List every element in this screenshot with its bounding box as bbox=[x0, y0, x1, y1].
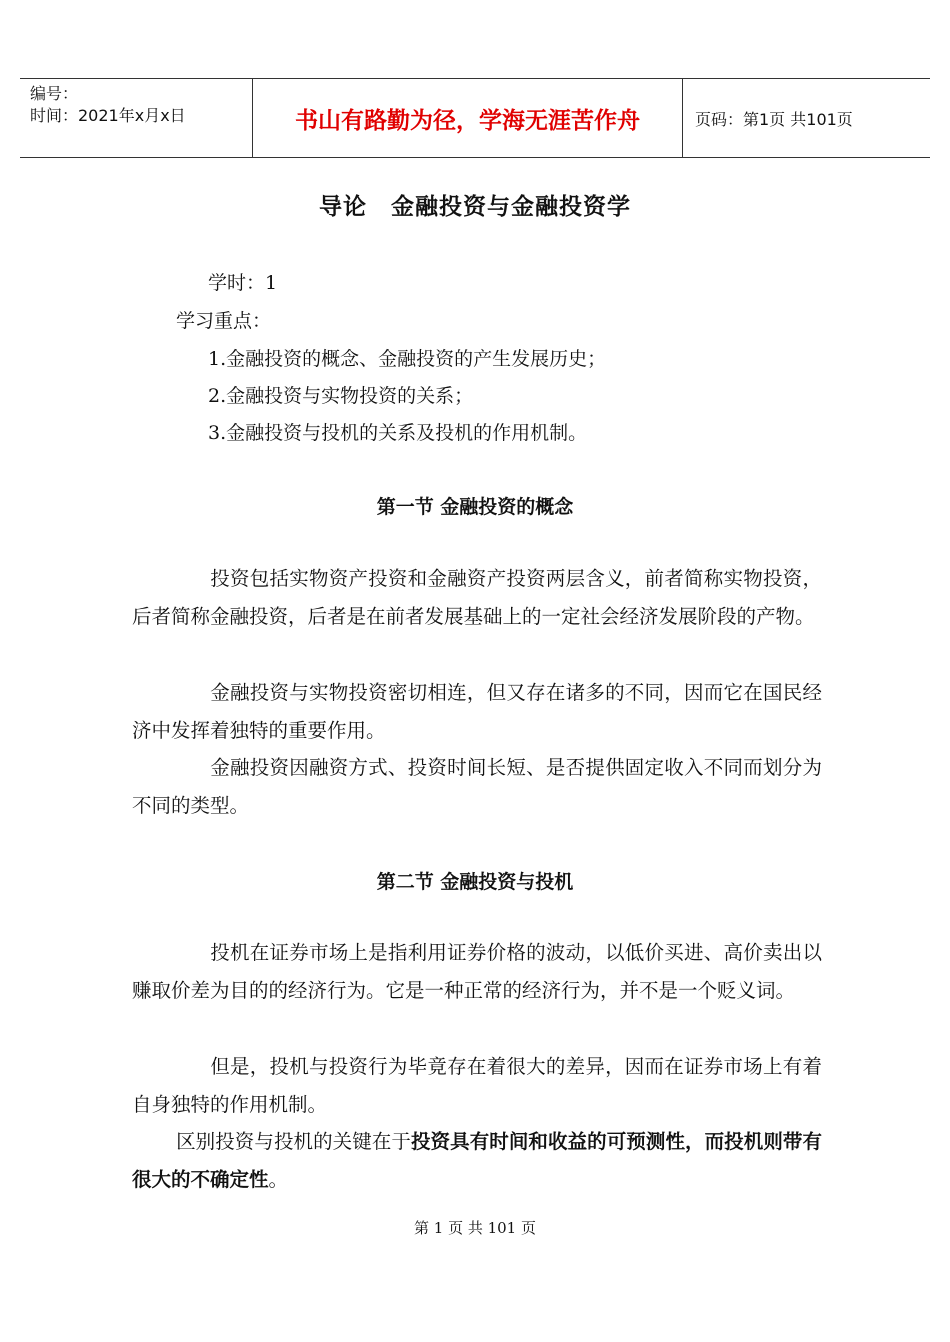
section-2-paragraph-2: 但是，投机与投资行为毕竟存在着很大的差异，因而在证券市场上有着自身独特的作用机制。 bbox=[132, 1055, 822, 1116]
motto: 书山有路勤为径，学海无涯苦作舟 bbox=[252, 79, 683, 157]
section-1-paragraph-3: 金融投资因融资方式、投资时间长短、是否提供固定收入不同而划分为不同的类型。 bbox=[132, 756, 822, 817]
key-point-3: 3.金融投资与投机的关系及投机的作用机制。 bbox=[208, 422, 588, 444]
key-point-2: 2.金融投资与实物投资的关系； bbox=[208, 385, 474, 407]
header-meta bbox=[20, 79, 252, 157]
study-hours: 学时：1 bbox=[208, 272, 278, 294]
section-1-title: 第一节 金融投资的概念 bbox=[376, 496, 574, 518]
section-1-paragraph-1: 投资包括实物资产投资和金融资产投资两层含义，前者简称实物投资，后者简称金融投资，后者是在前者发展基础上的一定社会经济发展阶段的产物。 bbox=[132, 567, 822, 628]
key-point-1: 1.金融投资的概念、金融投资的产生发展历史； bbox=[208, 348, 607, 370]
page-footer: 第 1 页 共 101 页 bbox=[413, 1219, 536, 1237]
section-2-title: 第二节 金融投资与投机 bbox=[376, 871, 574, 893]
time-label: 时间：2021年x月x日 bbox=[30, 106, 186, 125]
number-label: 编号： bbox=[30, 84, 79, 103]
page-info: 页码：第1页 共101页 bbox=[695, 109, 853, 129]
key-points-label: 学习重点： bbox=[176, 310, 272, 332]
section-2-closing: 区别投资与投机的关键在于投资具有时间和收益的可预测性，而投机则带有很大的不确定性。 bbox=[132, 1130, 822, 1191]
document-title: 导论 金融投资与金融投资学 bbox=[319, 193, 631, 220]
key-distinction: 投资具有时间和收益的可预测性，而投机则带有很大的不确定性 bbox=[132, 1130, 822, 1191]
section-2-paragraph-1: 投机在证券市场上是指利用证券价格的波动，以低价买进、高价卖出以赚取价差为目的的经济行为。它是一种正常的经济行为，并不是一个贬义词。 bbox=[132, 941, 822, 1002]
section-1-paragraph-2: 金融投资与实物投资密切相连，但又存在诸多的不同，因而它在国民经济中发挥着独特的重要作用。 bbox=[132, 681, 822, 742]
header-table bbox=[20, 78, 930, 158]
